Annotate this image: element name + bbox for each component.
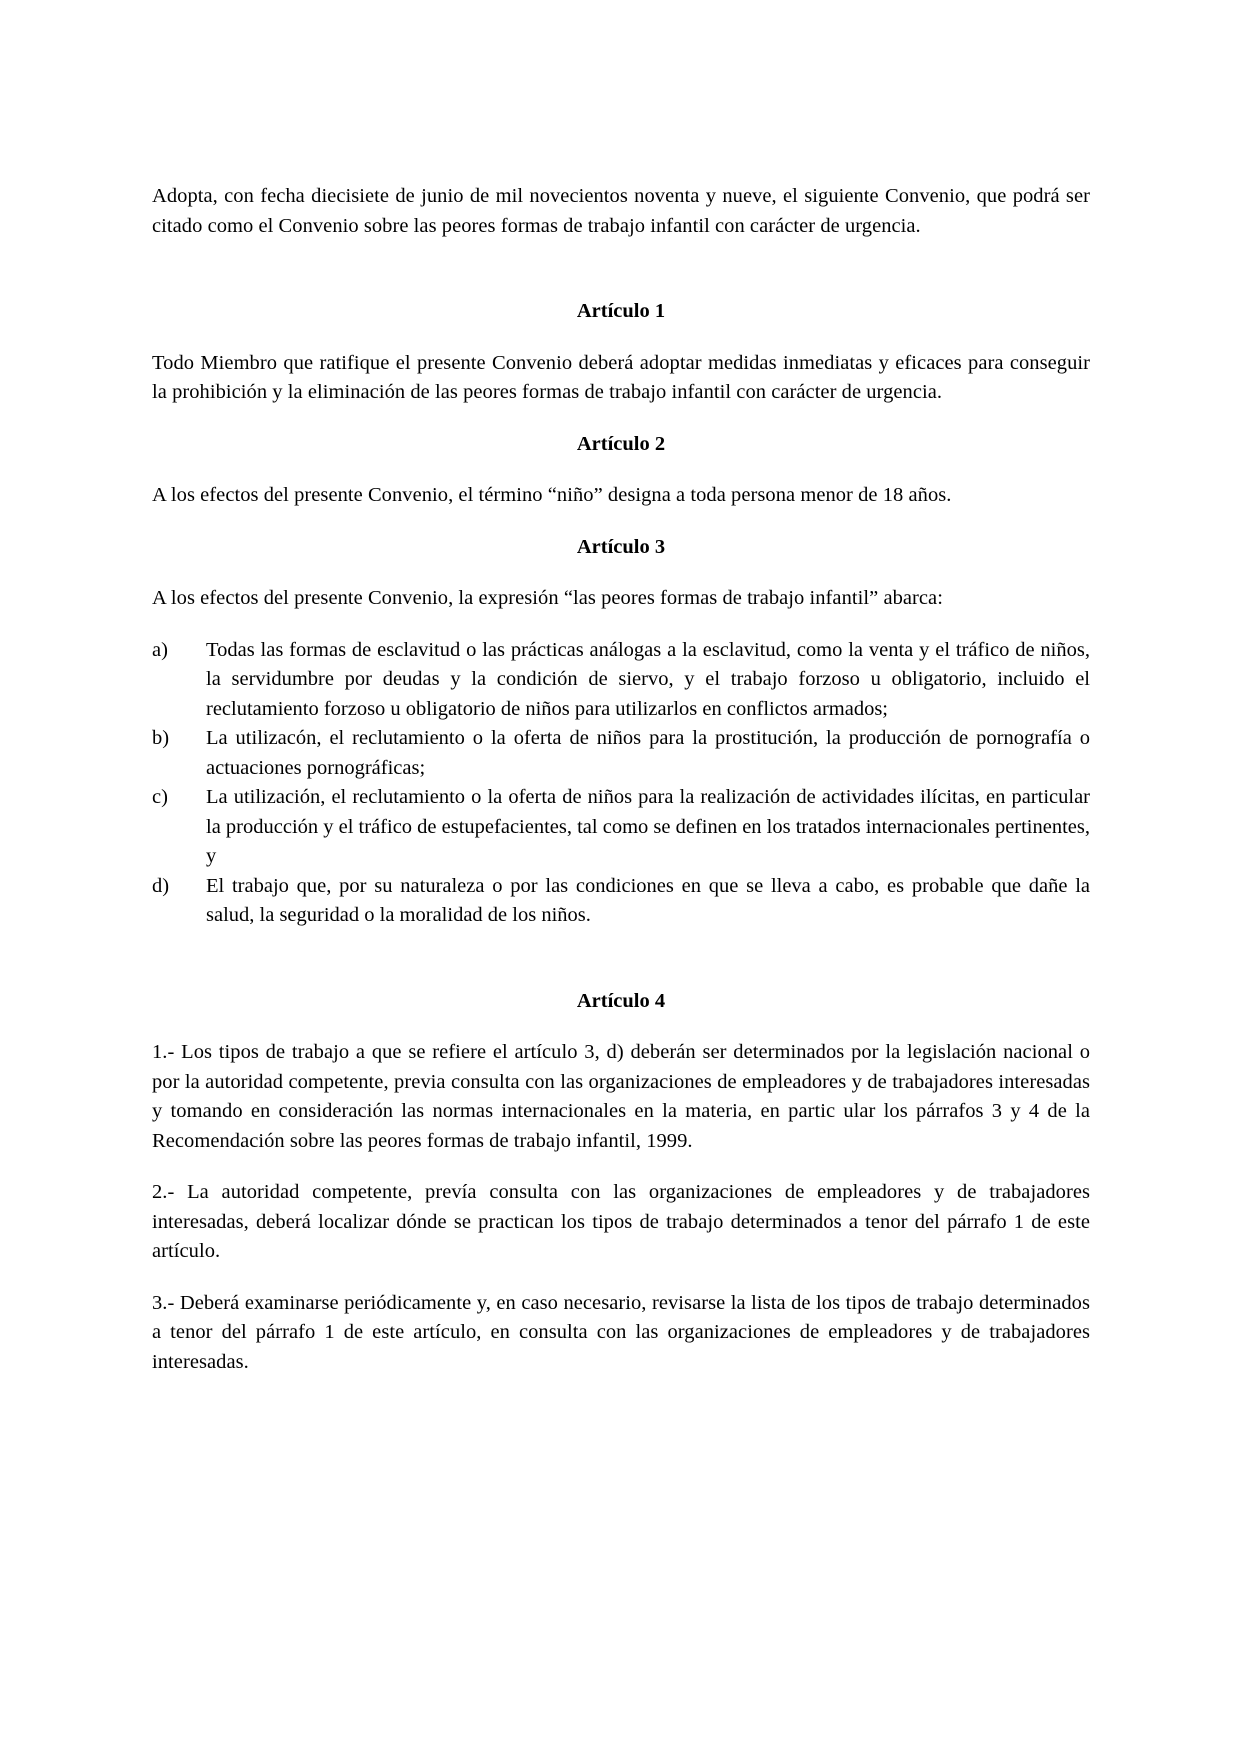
article-3-list — [152, 636, 1090, 931]
article-2-paragraph: A los efectos del presente Convenio, el término “niño” designa a toda persona menor de 18 años. — [152, 484, 952, 506]
list-item — [152, 636, 1090, 725]
list-item — [152, 783, 1090, 872]
article-3-heading: Artículo 3 — [576, 535, 666, 558]
spacer — [152, 562, 1090, 584]
list-item-text: Todas las formas de esclavitud o las prácticas análogas a la esclavitud, como la venta y el tráfico de niños, la servidumbre por deudas y la condición de siervo, y el trabajo forzoso u obligatorio, incluido el reclutamiento forzoso u obligatorio de niños para utilizarlos en conflictos armados; — [206, 638, 1090, 720]
spacer — [152, 459, 1090, 481]
lead-paragraph: Adopta, con fecha diecisiete de junio de mil novecientos noventa y nueve, el siguiente Convenio, que podrá ser citado como el Convenio sobre las peores formas de trabajo infantil con carácter de urgencia. — [152, 185, 1090, 237]
list-item-marker: b) — [152, 727, 170, 749]
article-4-paragraph-2: 2.- La autoridad competente, prevía consulta con las organizaciones de empleadores y de trabajadores interesadas, deberá localizar dónde se practican los tipos de trabajo determinados a tenor del párrafo 1 de este artículo. — [152, 1181, 1090, 1262]
spacer — [152, 1016, 1090, 1038]
list-item-text: El trabajo que, por su naturaleza o por las condiciones en que se lleva a cabo, es probable que dañe la salud, la seguridad o la moralidad de los niños. — [206, 874, 1090, 926]
spacer — [152, 1156, 1090, 1178]
spacer — [152, 511, 1090, 533]
article-4-paragraph-1: 1.- Los tipos de trabajo a que se refiere el artículo 3, d) deberán ser determinados por la legislación nacional o por la autoridad competente, previa consulta con las organizaciones de empleadores y de trabajadores interesadas y tomando en consideración las normas internacionales en la materia, en partic ular los párrafos 3 y 4 de la Recomendación sobre las peores formas de trabajo infantil, 1999. — [152, 1041, 1090, 1152]
article-1-paragraph: Todo Miembro que ratifique el presente Convenio deberá adoptar medidas inmediatas y eficaces para conseguir la prohibición y la eliminación de las peores formas de trabajo infantil con carácter de urgencia. — [152, 351, 1090, 403]
list-item-text: La utilizacón, el reclutamiento o la oferta de niños para la prostitución, la producción de pornografía o actuaciones pornográficas; — [206, 727, 1090, 779]
spacer — [152, 614, 1090, 636]
article-1-heading: Artículo 1 — [576, 300, 666, 322]
list-item-marker: c) — [152, 786, 168, 808]
document-body — [152, 182, 1090, 1377]
spacer — [152, 931, 1090, 987]
spacer — [152, 1267, 1090, 1289]
list-item-marker: a) — [152, 638, 168, 661]
list-item — [152, 872, 1090, 931]
list-item-marker: d) — [152, 874, 170, 897]
article-4-heading: Artículo 4 — [576, 989, 666, 1012]
article-2-heading: Artículo 2 — [576, 432, 666, 455]
list-item-text: La utilización, el reclutamiento o la oferta de niños para la realización de actividades ilícitas, en particular la producción y el tráfico de estupefacientes, tal como se definen en los tratados internacionales pertinentes, y — [206, 786, 1091, 867]
spacer — [152, 241, 1090, 297]
article-3-paragraph: A los efectos del presente Convenio, la expresión “las peores formas de trabajo infantil” abarca: — [152, 587, 943, 609]
list-item — [152, 724, 1090, 783]
spacer — [152, 327, 1090, 349]
spacer — [152, 408, 1090, 430]
article-4-paragraph-3: 3.- Deberá examinarse periódicamente y, en caso necesario, revisarse la lista de los tipos de trabajo determinados a tenor del párrafo 1 de este artículo, en consulta con las organizaciones de empleadores y de trabajadores interesadas. — [152, 1291, 1090, 1373]
